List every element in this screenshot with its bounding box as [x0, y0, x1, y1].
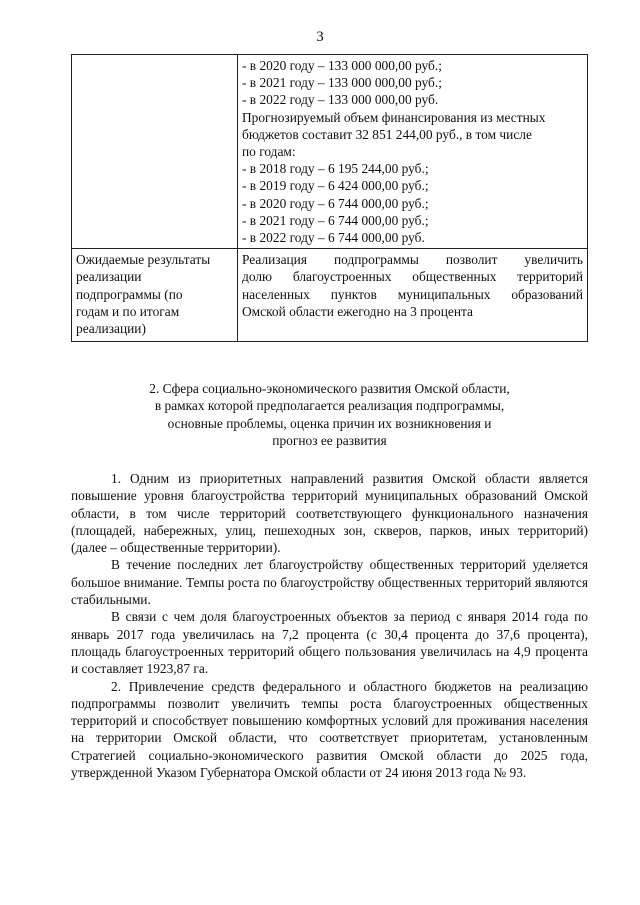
financing-line: по годам:	[242, 144, 296, 160]
financing-line: - в 2022 году – 133 000 000,00 руб.	[242, 92, 439, 108]
paragraph: 1. Одним из приоритетных направлений развития Омской области является повышение уровня благоустройства территорий муниципальных образований Омской области, в том числе территорий соответствующего функционального назначения (площадей, набережных, улиц, пешеходных зон, скверов, парков, иных территорий) (далее – общественные территории).	[71, 471, 588, 556]
table-cell-expected-results-label	[72, 249, 238, 342]
section-title-line: 2. Сфера социально-экономического развития Омской области,	[149, 381, 510, 396]
financing-line: - в 2022 году – 6 744 000,00 руб.	[242, 230, 425, 246]
financing-line: - в 2018 году – 6 195 244,00 руб.;	[242, 161, 429, 177]
paragraph: В связи с чем доля благоустроенных объектов за период с января 2014 года по январь 2017 года увеличилась на 7,2 процента (с 30,4 процента до 37,6 процента), площадь благоустроенных территорий общего пользования увеличилась на 4,9 процента и составляет 1923,87 га.	[71, 609, 588, 677]
financing-line: - в 2021 году – 6 744 000,00 руб.;	[242, 212, 429, 228]
financing-line: Прогнозируемый объем финансирования из местных	[242, 109, 546, 125]
section-title	[71, 380, 588, 450]
table-row-financing	[72, 55, 588, 249]
label-line: реализации)	[76, 321, 146, 337]
label-line: годам и по итогам	[76, 303, 180, 319]
table-row-expected-results	[72, 249, 588, 342]
subprogram-passport-table	[71, 54, 588, 342]
table-cell-label-empty	[72, 55, 238, 249]
financing-line: - в 2020 году – 133 000 000,00 руб.;	[242, 58, 442, 73]
result-line: населенных пунктов муниципальных образований	[242, 286, 583, 302]
label-line: Ожидаемые результаты	[76, 252, 211, 268]
table-cell-financing-values	[238, 55, 588, 249]
section-title-line: в рамках которой предполагается реализация подпрограммы,	[154, 398, 505, 414]
paragraph: 2. Привлечение средств федерального и областного бюджетов на реализацию подпрограммы позволит увеличить темпы роста благоустроенных общественных территорий и способствует повышению комфортных условий для проживания населения на территории Омской области, что соответствует приоритетам, установленным Стратегией социально-экономического развития Омской области до 2025 года, утвержденной Указом Губернатора Омской области от 24 июня 2013 года № 93.	[71, 678, 588, 781]
financing-line: бюджетов составит 32 851 244,00 руб., в том числе	[242, 126, 532, 142]
label-line: реализации	[76, 269, 142, 285]
result-line: Реализация подпрограммы позволит увеличить	[242, 252, 583, 268]
table-cell-expected-results-value	[238, 249, 588, 342]
financing-line: - в 2019 году – 6 424 000,00 руб.;	[242, 178, 429, 194]
section-title-line: прогноз ее развития	[272, 433, 387, 449]
page-number: 3	[316, 29, 324, 45]
result-line: Омской области ежегодно на 3 процента	[242, 303, 473, 319]
financing-line: - в 2021 году – 133 000 000,00 руб.;	[242, 75, 442, 91]
label-line: подпрограммы (по	[76, 286, 183, 302]
section-body	[71, 470, 588, 781]
financing-line: - в 2020 году – 6 744 000,00 руб.;	[242, 195, 429, 211]
section-title-line: основные проблемы, оценка причин их возникновения и	[167, 415, 492, 431]
paragraph: В течение последних лет благоустройству общественных территорий уделяется большое внимание. Темпы роста по благоустройству общественных территорий являются стабильными.	[71, 557, 588, 608]
result-line: долю благоустроенных общественных территорий	[242, 269, 583, 285]
